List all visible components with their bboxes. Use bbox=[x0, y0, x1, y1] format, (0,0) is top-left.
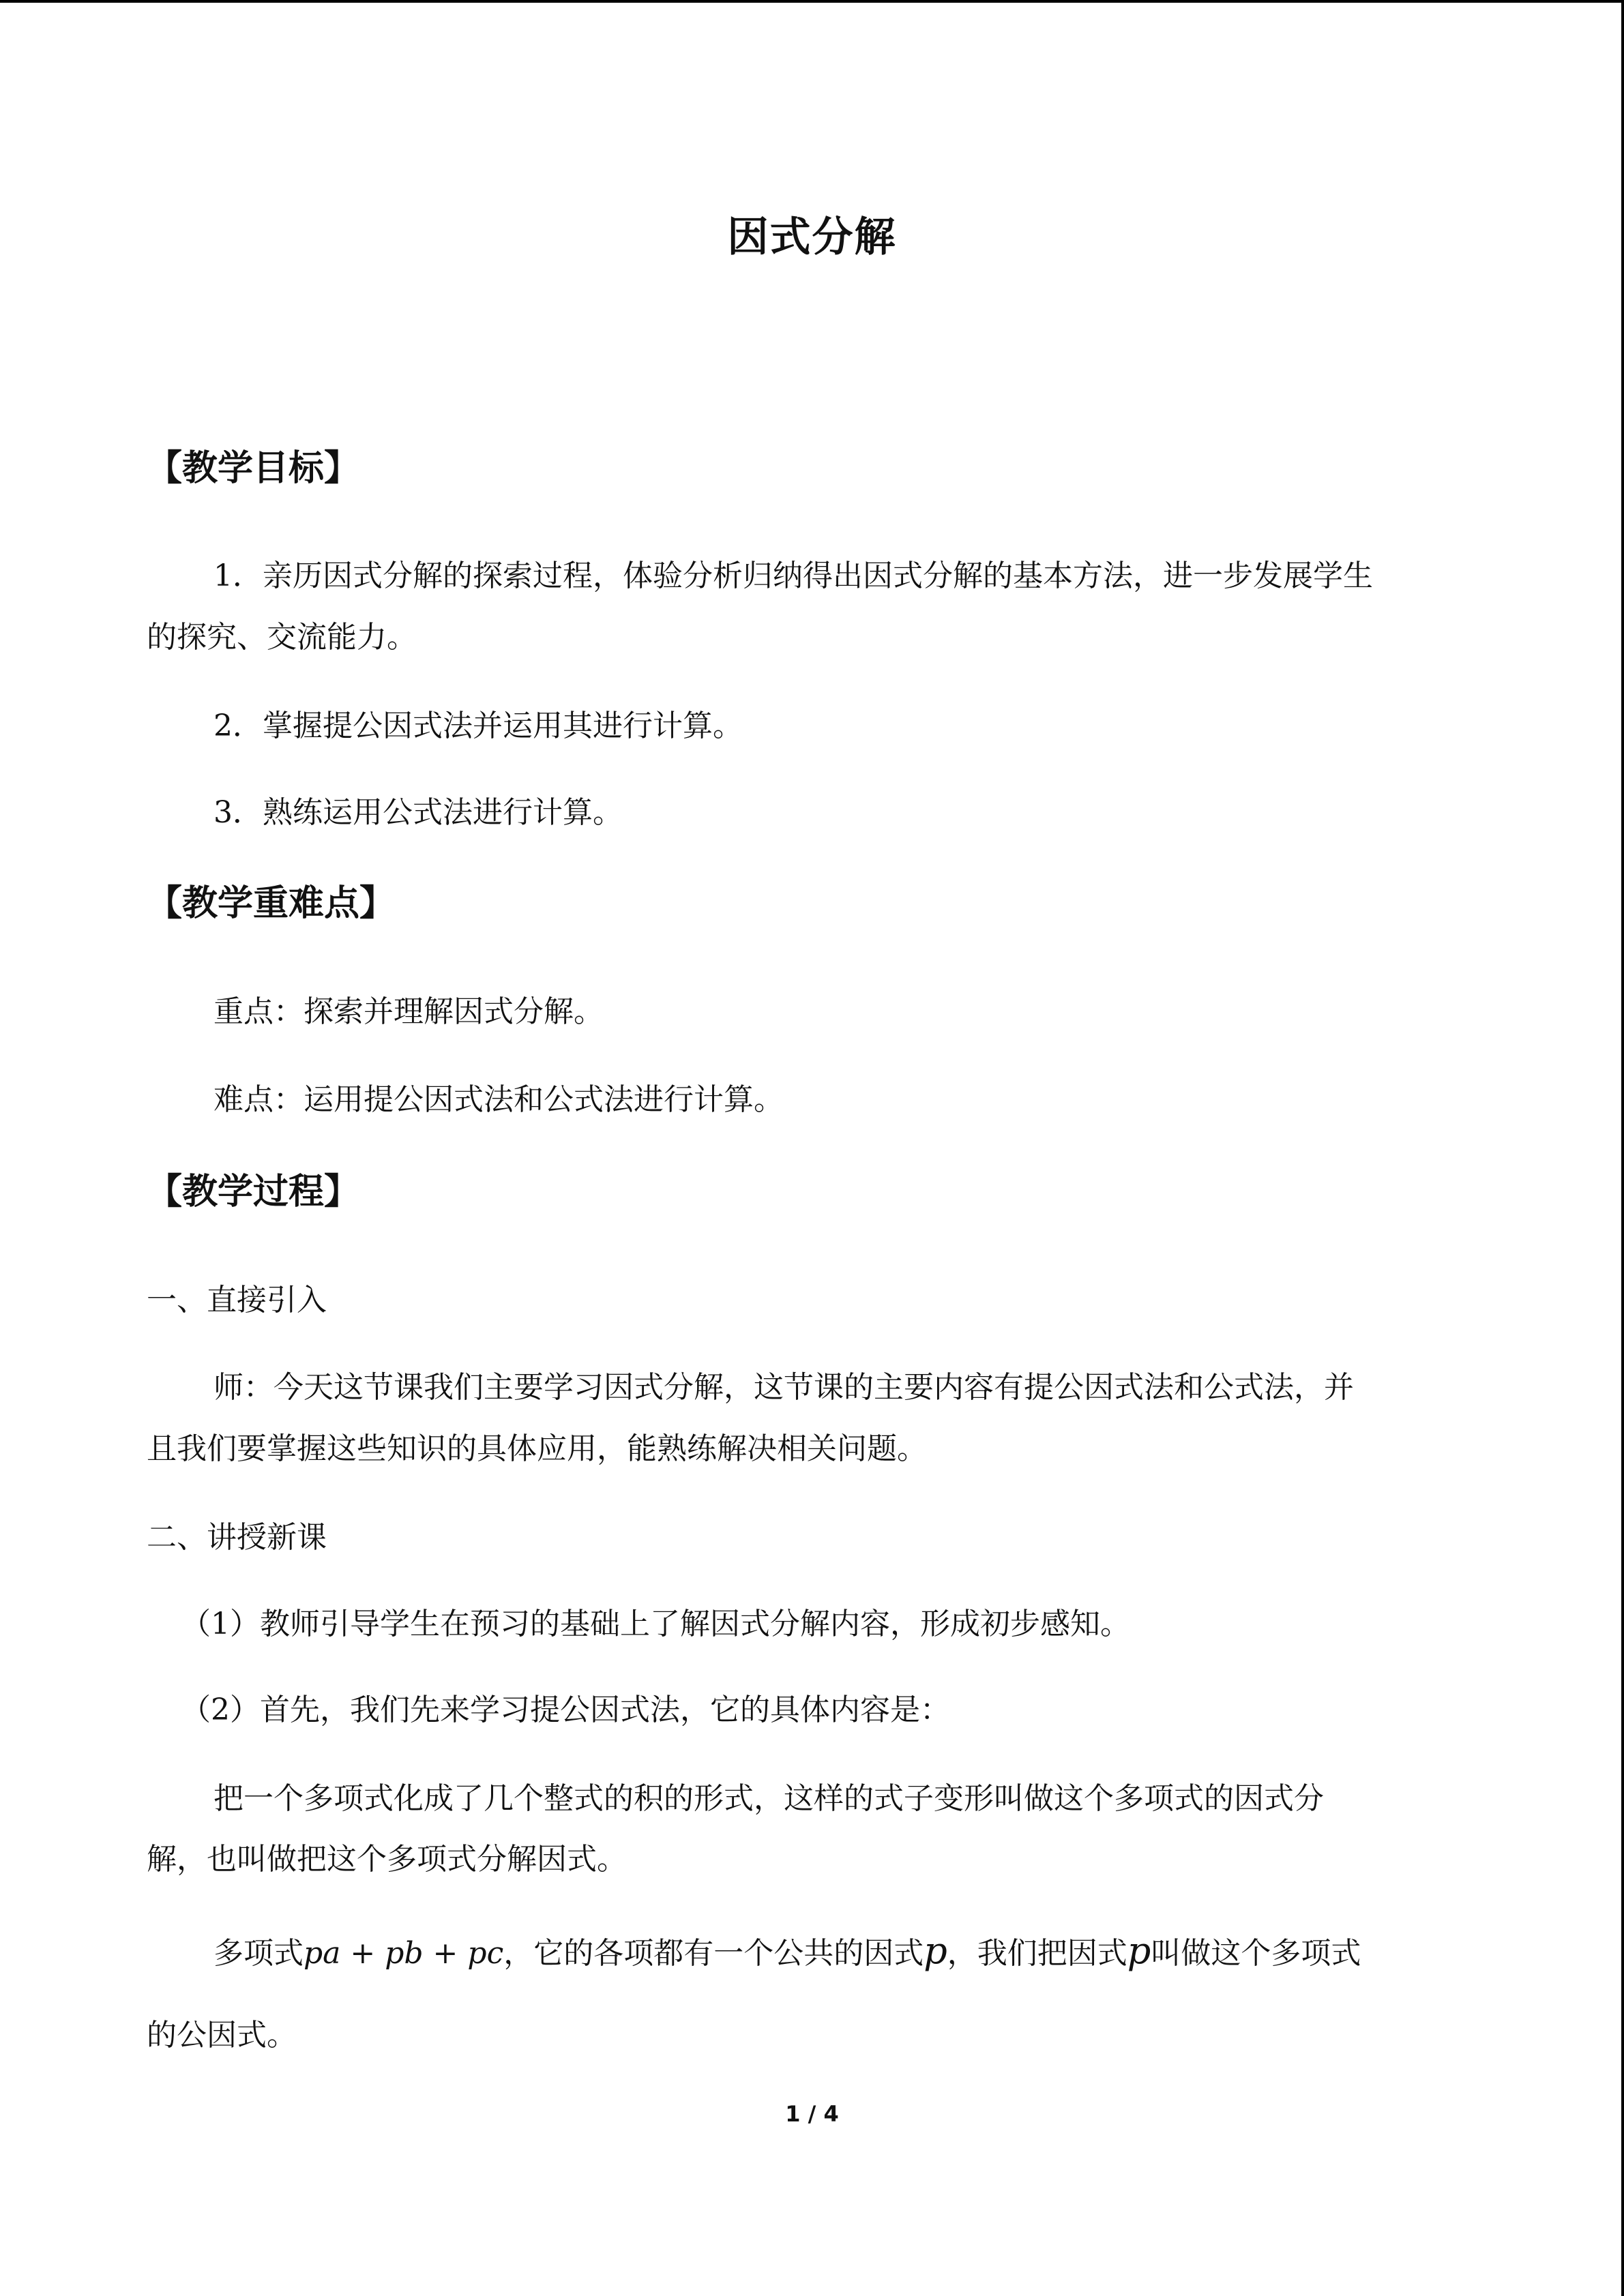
heading-key-difficult-points: 【教学重难点】 bbox=[147, 883, 396, 924]
example-prefix: 多项式 bbox=[213, 1936, 304, 1971]
goal-2: 2．掌握提公因式法并运用其进行计算。 bbox=[213, 709, 743, 743]
example-factor: p bbox=[924, 1929, 947, 1972]
example-factor-2: p bbox=[1127, 1929, 1151, 1972]
part-1-title: 一、直接引入 bbox=[147, 1283, 327, 1317]
page-border-top bbox=[0, 0, 1624, 3]
example-suffix: 叫做这个多项式 bbox=[1151, 1936, 1361, 1971]
definition-line-2: 解，也叫做把这个多项式分解因式。 bbox=[147, 1842, 627, 1877]
example-line-1 bbox=[213, 1930, 1361, 1974]
heading-teaching-goals: 【教学目标】 bbox=[147, 448, 360, 489]
step-1: （1）教师引导学生在预习的基础上了解因式分解内容，形成初步感知。 bbox=[181, 1607, 1130, 1641]
page-number: 1 / 4 bbox=[785, 2101, 839, 2127]
example-middle: ，它的各项都有一个公共的因式 bbox=[503, 1936, 924, 1971]
key-point-difficulty: 难点：运用提公因式法和公式法进行计算。 bbox=[213, 1082, 784, 1117]
example-expression: pa + pb + pc bbox=[304, 1936, 504, 1971]
goal-1-line-2: 的探究、交流能力。 bbox=[147, 620, 417, 655]
goal-3: 3．熟练运用公式法进行计算。 bbox=[213, 795, 623, 830]
part-1-paragraph-line-1: 师：今天这节课我们主要学习因式分解，这节课的主要内容有提公因式法和公式法，并 bbox=[213, 1370, 1354, 1405]
key-point-focus: 重点：探索并理解因式分解。 bbox=[213, 994, 604, 1029]
part-1-paragraph-line-2: 且我们要掌握这些知识的具体应用，能熟练解决相关问题。 bbox=[147, 1431, 927, 1466]
document-title: 因式分解 bbox=[727, 213, 897, 261]
heading-teaching-process: 【教学过程】 bbox=[147, 1172, 360, 1212]
definition-line-1: 把一个多项式化成了几个整式的积的形式，这样的式子变形叫做这个多项式的因式分 bbox=[213, 1781, 1324, 1816]
example-middle-2: ，我们把因式 bbox=[947, 1936, 1127, 1971]
page-border-right bbox=[1621, 0, 1624, 2296]
part-2-title: 二、讲授新课 bbox=[147, 1520, 327, 1555]
step-2: （2）首先，我们先来学习提公因式法，它的具体内容是： bbox=[181, 1693, 950, 1727]
goal-1-line-1: 1．亲历因式分解的探索过程，体验分析归纳得出因式分解的基本方法，进一步发展学生 bbox=[213, 558, 1373, 593]
example-line-2: 的公因式。 bbox=[147, 2018, 297, 2053]
